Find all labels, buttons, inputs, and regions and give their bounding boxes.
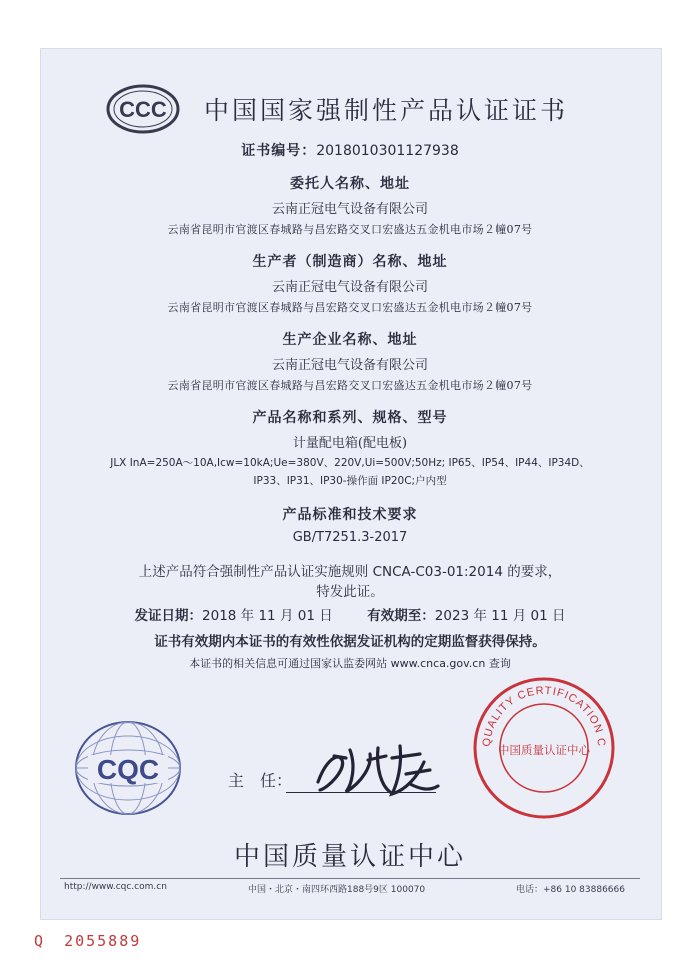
footer-phone: 电话：+86 10 83886666 (516, 885, 625, 895)
validity-note: 证书有效期内本证书的有效性依据发证机构的定期监督获得保持。 (154, 634, 546, 650)
compliance-line2: 特发此证。 (316, 584, 384, 600)
director-signature (306, 730, 446, 810)
product-spec-line2: IP33、IP31、IP30-操作面 IP20C;户内型 (253, 475, 447, 487)
manufacturer-name: 云南正冠电气设备有限公司 (271, 280, 428, 295)
applicant-address: 云南省昆明市官渡区春城路与昌宏路交叉口宏盛达五金机电市场２幢07号 (167, 223, 533, 236)
compliance-line1: 上述产品符合强制性产品认证实施规则 CNCA-C03-01:2014 的要求， (138, 564, 562, 580)
manufacturer-address: 云南省昆明市官渡区春城路与昌宏路交叉口宏盛达五金机电市场２幢07号 (167, 301, 533, 314)
dates-line (0, 604, 700, 624)
ccc-logo (106, 84, 180, 134)
product-spec-line1: JLX InA=250A～10A,Icw=10kA;Ue=380V、220V,Ui=500V;50Hz; IP65、IP54、IP44、IP34D、 (110, 457, 590, 469)
factory-address: 云南省昆明市官渡区春城路与昌宏路交叉口宏盛达五金机电市场２幢07号 (167, 379, 533, 392)
svg-text:CQC: CQC (96, 754, 160, 785)
official-seal (472, 676, 616, 820)
product-heading: 产品名称和系列、规格、型号 (252, 410, 448, 426)
issue-date: 2018 年 11 月 01 日 (202, 608, 333, 624)
expiry-label: 有效期至： (367, 608, 435, 624)
director-label: 主 任： (228, 771, 293, 790)
issue-label: 发证日期： (134, 608, 203, 624)
applicant-heading: 委托人名称、地址 (290, 176, 410, 192)
certificate-title: 中国国家强制性产品认证证书 (204, 96, 569, 125)
cqc-logo (72, 718, 184, 818)
cert-number-label: 证书编号： (241, 143, 317, 159)
svg-text:CHINA QUALITY CERTIFICATION CE: QUALITY CERTIFICATION C (480, 684, 608, 748)
manufacturer-heading: 生产者（制造商）名称、地址 (252, 254, 448, 270)
svg-text:中国质量认证中心: 中国质量认证中心 (498, 743, 590, 757)
footer-address: 中国・北京・南四环西路188号9区 100070 (248, 885, 426, 895)
serial-value: 2055889 (64, 932, 142, 950)
applicant-name: 云南正冠电气设备有限公司 (271, 202, 428, 217)
standard-heading: 产品标准和技术要求 (282, 507, 418, 523)
svg-text:CCC: CCC (119, 97, 167, 122)
info-note: 本证书的相关信息可通过国家认监委网站 www.cnca.gov.cn 查询 (189, 657, 511, 670)
cert-number: 2018010301127938 (316, 143, 459, 159)
footer-website[interactable]: http://www.cqc.com.cn (64, 882, 167, 892)
product-name: 计量配电箱(配电板) (292, 436, 408, 451)
issuer-name: 中国质量认证中心 (233, 842, 466, 872)
standard-value: GB/T7251.3-2017 (292, 530, 408, 545)
serial-prefix: Q (34, 932, 46, 950)
signature-line (286, 792, 436, 793)
expiry-date: 2023 年 11 月 01 日 (434, 608, 566, 624)
footer-rule (60, 878, 640, 879)
factory-name: 云南正冠电气设备有限公司 (271, 358, 428, 373)
cert-number-line (0, 140, 700, 160)
serial-number (34, 932, 141, 950)
factory-heading: 生产企业名称、地址 (282, 332, 418, 348)
